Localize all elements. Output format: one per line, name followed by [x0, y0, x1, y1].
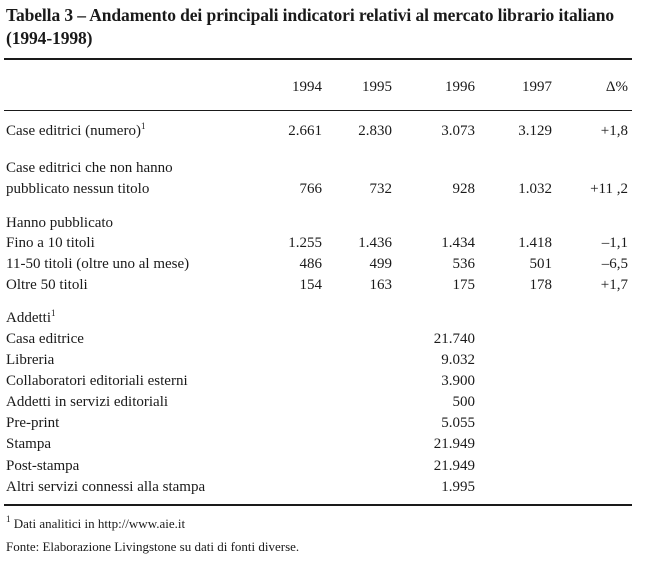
addetti-value: 1.995 — [441, 479, 475, 495]
cell: 163 — [369, 277, 392, 293]
cell: –1,1 — [601, 235, 628, 251]
table-title: Tabella 3 – Andamento dei principali indicatori relativi al mercato librario italiano (1994-1998) — [6, 5, 615, 48]
header-rule — [4, 110, 632, 111]
cell: 1.032 — [518, 181, 552, 197]
addetti-label: Stampa — [6, 436, 51, 452]
cell: 928 — [452, 181, 475, 197]
row-label-11-50: 11-50 titoli (oltre uno al mese) — [6, 256, 190, 272]
cell: 2.661 — [288, 123, 322, 139]
cell: 3.073 — [441, 123, 475, 139]
cell: 501 — [529, 256, 552, 272]
cell: 2.830 — [358, 123, 392, 139]
cell: 766 — [299, 181, 322, 197]
cell: 536 — [452, 256, 475, 272]
addetti-value: 5.055 — [441, 415, 475, 431]
row-label-case-editrici: Case editrici (numero)$^1$ — [6, 121, 146, 139]
group-title: Hanno pubblicato — [6, 215, 114, 231]
footnote-mark: 1 — [6, 514, 11, 524]
cell: 1.434 — [441, 235, 475, 251]
cell: 732 — [369, 181, 392, 197]
cell: 1.436 — [358, 235, 392, 251]
top-rule — [4, 58, 632, 60]
header-1996: 1996 — [445, 79, 475, 95]
addetti-label: Casa editrice — [6, 331, 84, 347]
cell: 178 — [529, 277, 552, 293]
addetti-value: 21.740 — [433, 331, 475, 347]
row-label-no-titles-1: Case editrici che non hanno — [6, 160, 173, 176]
header-1994: 1994 — [292, 79, 322, 95]
header-delta: Δ% — [605, 79, 628, 95]
footnote: $^1$ Dati analitici in http://www.aie.it — [6, 514, 186, 531]
cell: 3.129 — [518, 123, 552, 139]
cell: 154 — [299, 277, 322, 293]
addetti-label: Collaboratori editoriali esterni — [6, 373, 188, 389]
footnote-mark: 1 — [140, 121, 146, 131]
cell: +11 ,2 — [590, 181, 628, 197]
row-label-oltre-50: Oltre 50 titoli — [6, 277, 88, 293]
addetti-value: 21.949 — [433, 436, 475, 452]
addetti-label: Altri servizi connessi alla stampa — [6, 479, 206, 495]
addetti-value: 3.900 — [441, 373, 475, 389]
header-1997: 1997 — [522, 79, 552, 95]
bottom-rule — [4, 504, 632, 506]
source-note: Fonte: Elaborazione Livingstone su dati di fonti diverse. — [6, 539, 300, 554]
footnote-mark: 1 — [51, 308, 56, 318]
cell: 1.418 — [518, 235, 552, 251]
cell: +1,7 — [600, 277, 628, 293]
cell: 1.255 — [288, 235, 322, 251]
addetti-label: Pre-print — [6, 415, 60, 431]
cell: +1,8 — [600, 123, 628, 139]
addetti-label: Libreria — [6, 352, 55, 368]
row-label-no-titles-2: pubblicato nessun titolo — [6, 181, 150, 197]
addetti-value: 21.949 — [433, 458, 475, 474]
cell: –6,5 — [601, 256, 628, 272]
cell: 486 — [299, 256, 322, 272]
row-label-fino-10: Fino a 10 titoli — [6, 235, 95, 251]
addetti-label: Post-stampa — [6, 458, 80, 474]
addetti-label: Addetti in servizi editoriali — [6, 394, 169, 410]
header-1995: 1995 — [362, 79, 392, 95]
addetti-value: 500 — [452, 394, 475, 410]
addetti-value: 9.032 — [441, 352, 475, 368]
cell: 175 — [452, 277, 475, 293]
cell: 499 — [369, 256, 392, 272]
addetti-title: Addetti$^1$ — [6, 308, 56, 326]
